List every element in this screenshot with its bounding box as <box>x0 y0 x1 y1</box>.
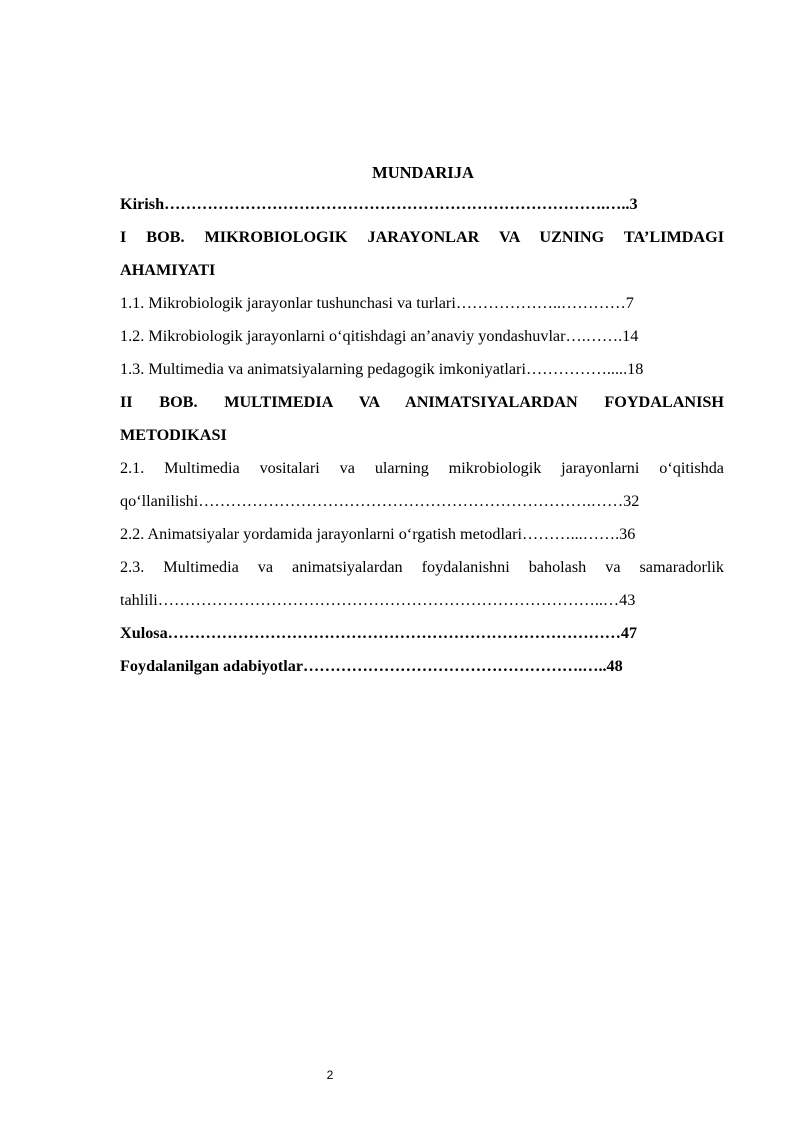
toc-entry-kirish: Kirish……………………………………………………………………….…..3 <box>120 195 638 213</box>
toc-chapter-2-heading-cont: METODIKASI <box>120 426 227 444</box>
toc-entry-2-2: 2.2. Animatsiyalar yordamida jarayonlarni o‘rgatish metodlari………...…….36 <box>120 525 636 543</box>
toc-entry-2-1: 2.1. Multimedia vositalari va ularning mikrobiologik jarayonlarni o‘qitishda <box>120 459 724 477</box>
toc-entry-adabiyotlar: Foydalanilgan adabiyotlar…………………………………………….…..48 <box>120 657 623 675</box>
toc-chapter-1-heading-cont: AHAMIYATI <box>120 261 216 279</box>
page-title: MUNDARIJA <box>372 163 474 182</box>
toc-entry-1-1: 1.1. Mikrobiologik jarayonlar tushunchasi va turlari………………..…………7 <box>120 294 634 312</box>
table-of-contents <box>120 193 724 688</box>
toc-entry-2-1-cont: qo‘llanilishi……………………………………………………………….……32 <box>120 492 640 510</box>
toc-entry-2-3: 2.3. Multimedia va animatsiyalardan foydalanishni baholash va samaradorlik <box>120 558 724 576</box>
toc-entry-1-2: 1.2. Mikrobiologik jarayonlarni o‘qitishdagi an’anaviy yondashuvlar….…….14 <box>120 327 639 345</box>
page-number: 2 <box>326 1068 334 1082</box>
toc-chapter-2-heading: II BOB. MULTIMEDIA VA ANIMATSIYALARDAN FOYDALANISH <box>120 393 724 411</box>
toc-chapter-1-heading: I BOB. MIKROBIOLOGIK JARAYONLAR VA UZNING TA’LIMDAGI <box>120 228 724 246</box>
toc-entry-1-3: 1.3. Multimedia va animatsiyalarning pedagogik imkoniyatlari…………….....18 <box>120 360 644 378</box>
toc-entry-xulosa: Xulosa…………………………………………………………………………47 <box>120 624 638 642</box>
toc-entry-2-3-cont: tahlili………………………………………………………………………..…43 <box>120 591 636 609</box>
